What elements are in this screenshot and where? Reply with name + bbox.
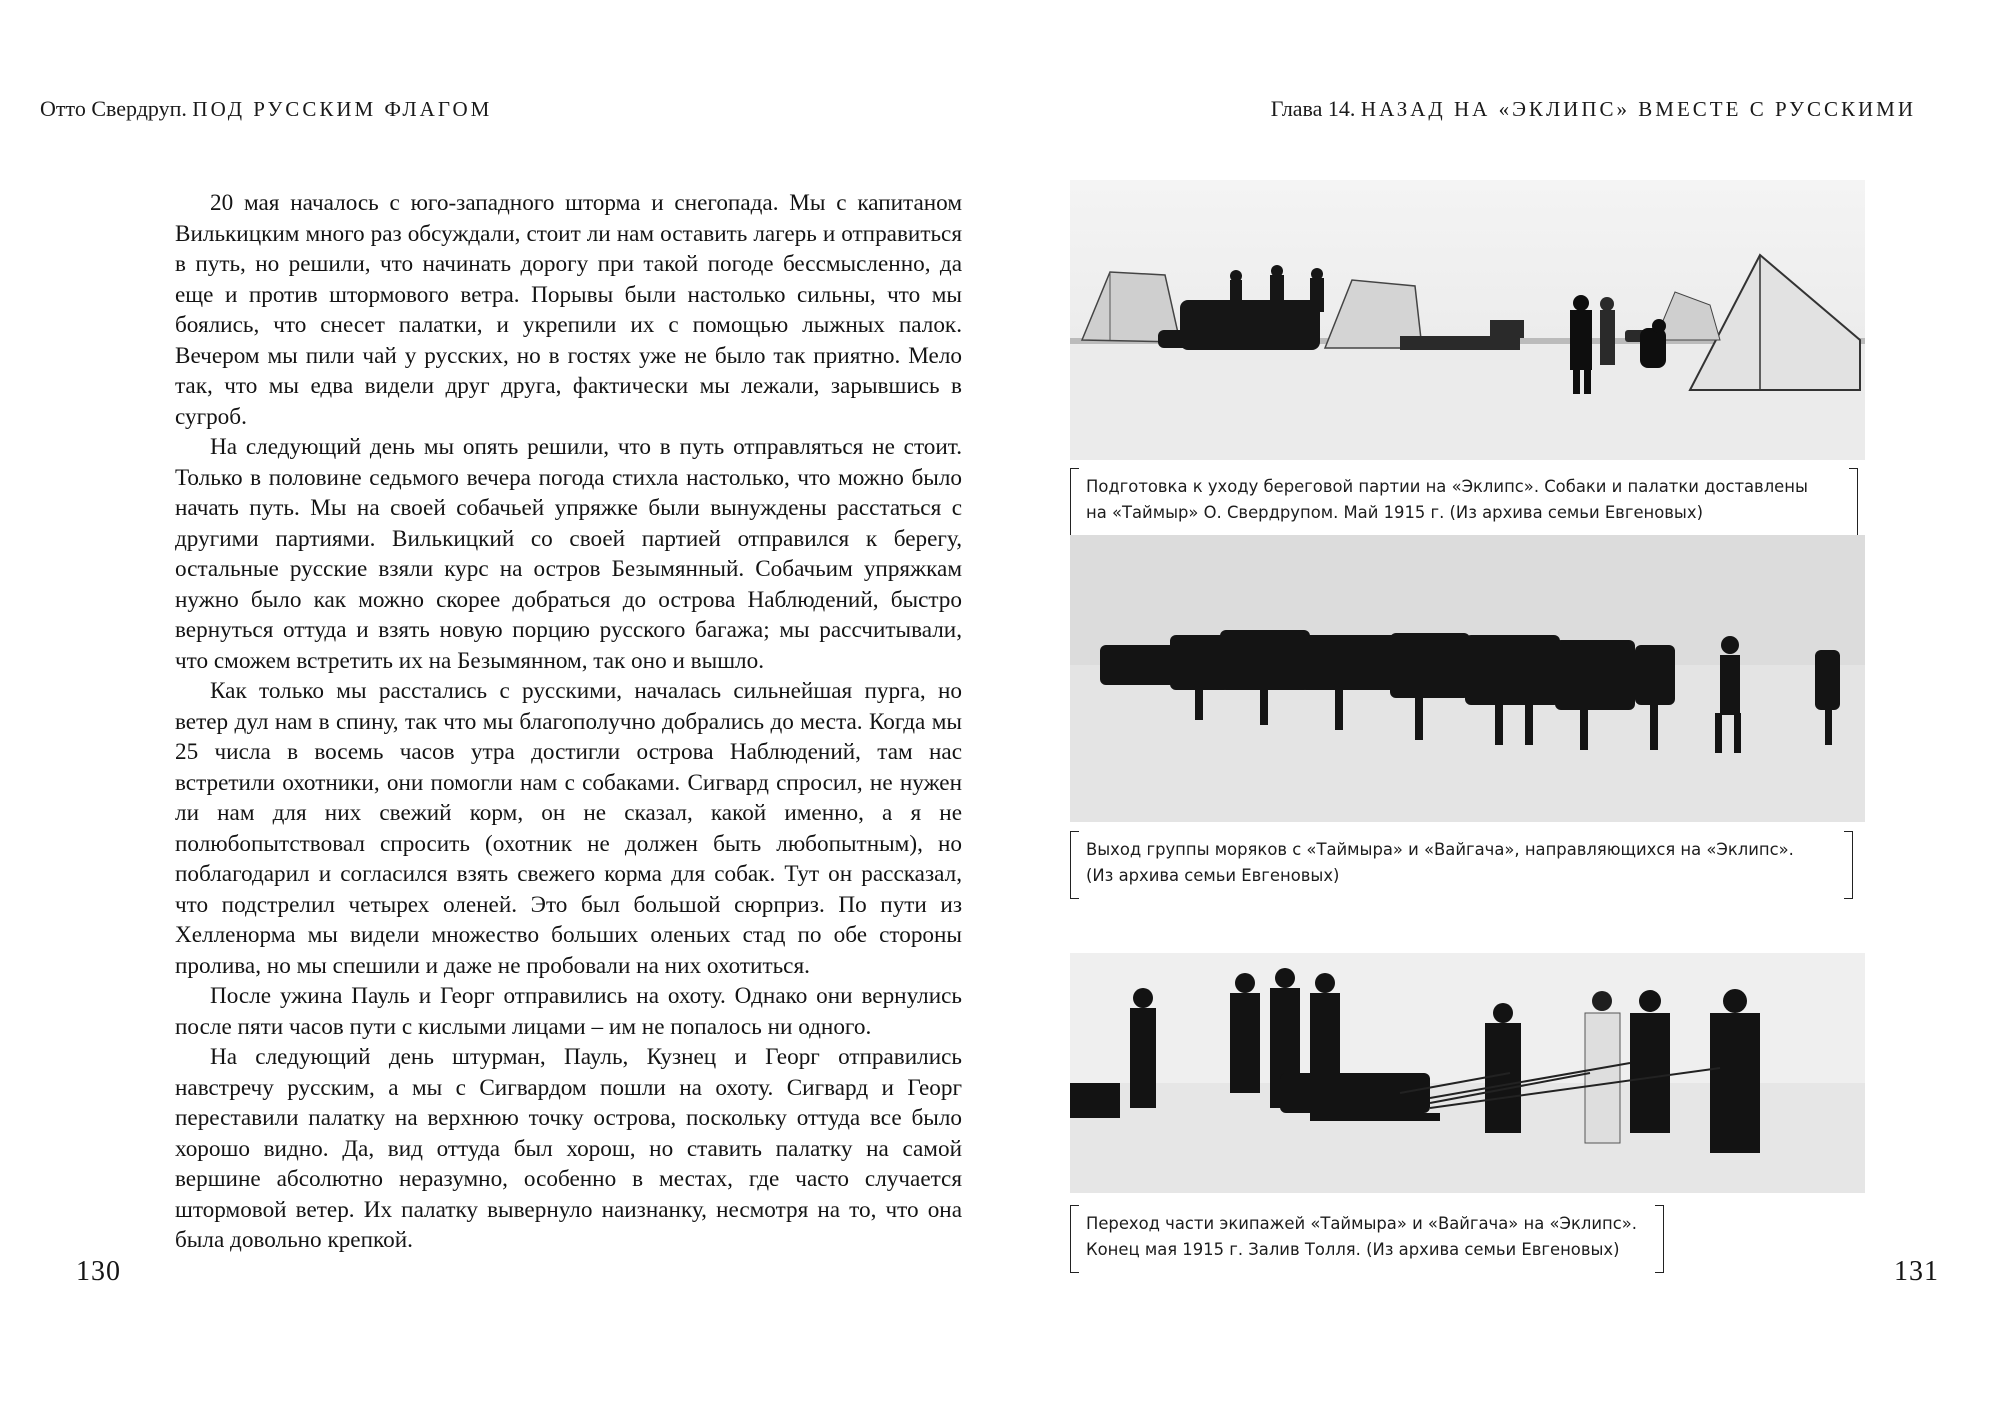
photo-sailors-march [1070,535,1865,822]
paragraph: На следующий день мы опять решили, что в путь отправляться не стоит. Только в половине седьмого вечера погода стихла настолько, что можно было начать путь. Мы на своей собачьей упряжке были вынуждены расстаться с другими партиями. Вилькицкий со своей партией отправился к берегу, остальные русские взяли курс на остров Безымянный. Собачьим упряжкам нужно было как можно скорее добраться до острова Наблюдений, быстро вернуться оттуда и взять новую порцию русского багажа; мы рассчитывали, что сможем встретить их на Безымянном, так оно и вышло. [175,434,962,674]
page-number-right: 131 [1894,1256,1939,1287]
caption-line: Конец мая 1915 г. Залив Толля. (Из архива семьи Евгеновых) [1086,1240,1620,1259]
paragraph: 20 мая началось с юго-западного шторма и снегопада. Мы с капитаном Вилькицким много раз обсуждали, стоит ли нам оставить лагерь и отправиться в путь, но решили, что начинать дорогу при такой погоде бессмысленно, да еще и против штормового ветра. Порывы были настолько сильны, что мы боялись, что снесет палатки, и укрепили их с помощью лыжных палок. Вечером мы пили чай у русских, но в гостях уже не было так приятно. Мело так, что мы едва видели друг друга, фактически мы лежали, зарывшись в сугроб. [175,190,962,430]
photo-camp-tents [1070,180,1865,460]
photo-caption [1070,468,1858,536]
photo-caption [1070,1205,1664,1273]
caption-line: Переход части экипажей «Таймыра» и «Вайгача» на «Эклипс». [1086,1214,1637,1233]
right-running-head [1271,96,1916,122]
body-text [175,188,962,1256]
photo-sledge-hauling [1070,953,1865,1193]
left-running-head [40,96,492,122]
running-head-chapter: Глава 14. [1270,96,1356,121]
caption-line: Выход группы моряков с «Таймыра» и «Вайгача», направляющихся на «Эклипс». [1086,840,1794,859]
paragraph: На следующий день штурман, Пауль, Кузнец и Георг отправились навстречу русским, а мы с Сигвардом пошли на охоту. Сигвард и Георг переставили палатку на верхнюю точку острова, поскольку оттуда все было хорошо видно. Да, вид оттуда был хорош, но ставить палатку на самой вершине абсолютно неразумно, особенно в местах, где часто случается штормовой ветер. Их палатку вывернуло наизнанку, несмотря на то, что она была довольно крепкой. [175,1044,962,1253]
running-head-chapter-title: НАЗАД НА «ЭКЛИПС» ВМЕСТЕ С РУССКИМИ [1360,97,1916,121]
running-head-author: Отто Свердруп. [40,96,187,121]
caption-line: на «Таймыр» О. Свердрупом. Май 1915 г. (Из архива семьи Евгеновых) [1086,503,1703,522]
photo-caption [1070,831,1853,899]
page-number-left: 130 [76,1256,121,1287]
caption-line: (Из архива семьи Евгеновых) [1086,866,1340,885]
caption-line: Подготовка к уходу береговой партии на «Эклипс». Собаки и палатки доставлены [1086,477,1808,496]
paragraph: Как только мы расстались с русскими, началась сильнейшая пурга, но ветер дул нам в спину, так что мы благополучно добрались до места. Когда мы 25 числа в восемь часов утра достигли острова Наблюдений, там нас встретили охотники, они помогли нам с собаками. Сигвард спросил, не нужен ли нам для них свежий корм, он не сказал, какой именно, а я не полюбопытствовал спросить (охотник не должен быть любопытным), но поблагодарил и согласился взять свежего корма для собак. Тут он рассказал, что подстрелил четырех оленей. Это был большой сюрприз. По пути из Хелленорма мы видели множество больших оленьих стад по обе стороны пролива, но мы спешили и даже не пробовали на них охотиться. [175,678,962,979]
running-head-book-title: ПОД РУССКИМ ФЛАГОМ [192,97,493,121]
paragraph: После ужина Пауль и Георг отправились на охоту. Однако они вернулись после пяти часов пути с кислыми лицами – им не попалось ни одного. [175,983,962,1040]
